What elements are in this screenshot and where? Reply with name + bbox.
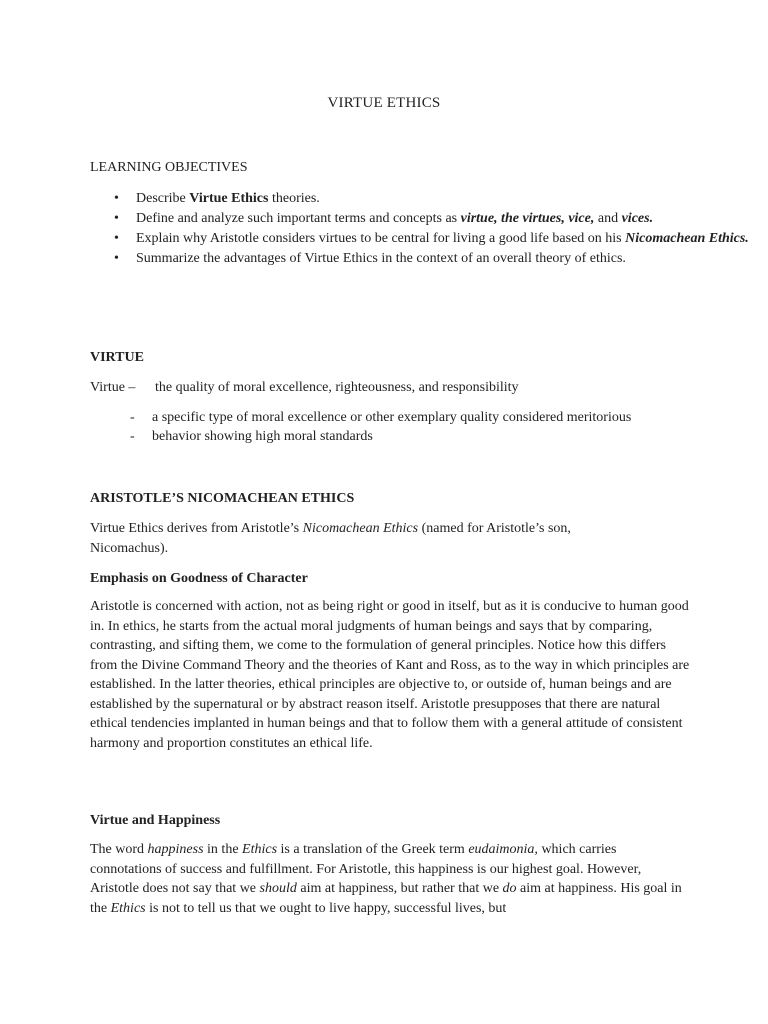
sub-item-text: behavior showing high moral standards (152, 429, 373, 444)
virtue-heading: VIRTUE (90, 350, 144, 365)
text-segment: Nicomachean Ethics (302, 521, 419, 536)
list-item (90, 229, 749, 249)
text-segment: is a translation of the Greek term (277, 842, 469, 857)
text-segment: (named for Aristotle’s son, Nicomachus). (90, 521, 571, 556)
rich-text (136, 211, 653, 226)
text-segment: in the (203, 842, 243, 857)
text-segment: Nicomachean Ethics. (625, 231, 749, 246)
text-segment: Virtue Ethics (189, 191, 269, 206)
text-segment: theories. (268, 191, 320, 206)
bullet-icon: • (114, 251, 119, 266)
rich-text (136, 231, 749, 246)
text-segment: Describe (136, 191, 190, 206)
text-segment: The word (90, 842, 148, 857)
bullet-icon: • (114, 231, 119, 246)
text-segment: do (502, 881, 517, 896)
text-segment: is not to tell us that we ought to live happy, successful lives, but (145, 900, 507, 916)
text-segment: vices. (621, 211, 654, 226)
text-segment: Ethics (242, 842, 278, 857)
text-segment: eudaimonia, (468, 842, 538, 857)
virtue-term: Virtue – (90, 380, 136, 395)
nicomachean-intro (90, 519, 610, 558)
text-segment: Ethics (110, 900, 146, 916)
list-item (90, 249, 749, 269)
happiness-paragraph (90, 840, 690, 918)
bullet-icon: • (114, 211, 119, 226)
text-segment: Explain why Aristotle considers virtues to be central for living a good life based on his (136, 231, 626, 246)
text-segment: aim at happiness. His goal in the (90, 881, 682, 916)
nicomachean-heading: ARISTOTLE’S NICOMACHEAN ETHICS (90, 491, 355, 506)
rich-text (136, 191, 320, 206)
text-segment: Define and analyze such important terms and concepts as (136, 211, 461, 226)
sub-item-text: a specific type of moral excellence or other exemplary quality considered meritorious (152, 410, 632, 425)
text-segment: Virtue Ethics derives from Aristotle’s (90, 521, 303, 536)
virtue-definition: the quality of moral excellence, righteousness, and responsibility (155, 380, 519, 395)
goodness-paragraph: Aristotle is concerned with action, not as being right or good in itself, but as it is conducive to human good in. In ethics, he starts from the actual moral judgments of human beings and says that by comparing, contrasting, and sifting them, we come to the formulation of general principles. Notice how this differs from the Divine Command Theory and the theories of Kant and Ross, as to the way in which principles are established. In the latter theories, ethical principles are objective to, or outside of, human beings and are established by the supernatural or by abstract reason itself. Aristotle presupposes that there are natural ethical tendencies implanted in human beings and that to follow them with a general attitude of consistent harmony and proportion constitutes an ethical life. (90, 599, 690, 751)
learning-objectives-heading: LEARNING OBJECTIVES (90, 160, 248, 175)
happiness-heading: Virtue and Happiness (90, 813, 221, 828)
text-segment: and (594, 211, 622, 226)
goodness-subheading: Emphasis on Goodness of Character (90, 571, 308, 586)
text-segment: which carries connotations of success and fulfillment. For Aristotle, this happiness is our highest goal. However, Aristotle does not say that we (90, 842, 642, 896)
text-segment: happiness (147, 842, 204, 857)
text-segment: should (259, 881, 297, 896)
bullet-icon: • (114, 191, 119, 206)
dash-icon: - (130, 429, 135, 444)
dash-icon: - (130, 410, 135, 425)
definition-sub-item (130, 427, 373, 447)
document-title: VIRTUE ETHICS (327, 95, 441, 111)
list-item (90, 189, 749, 209)
list-item (90, 209, 749, 229)
rich-text (136, 251, 626, 266)
learning-objectives-list (90, 189, 749, 269)
definition-sub-item (130, 408, 631, 428)
text-segment: virtue, the virtues, vice, (460, 211, 595, 226)
text-segment: aim at happiness, but rather that we (296, 881, 503, 896)
text-segment: Summarize the advantages of Virtue Ethics in the context of an overall theory of ethics. (136, 251, 626, 266)
